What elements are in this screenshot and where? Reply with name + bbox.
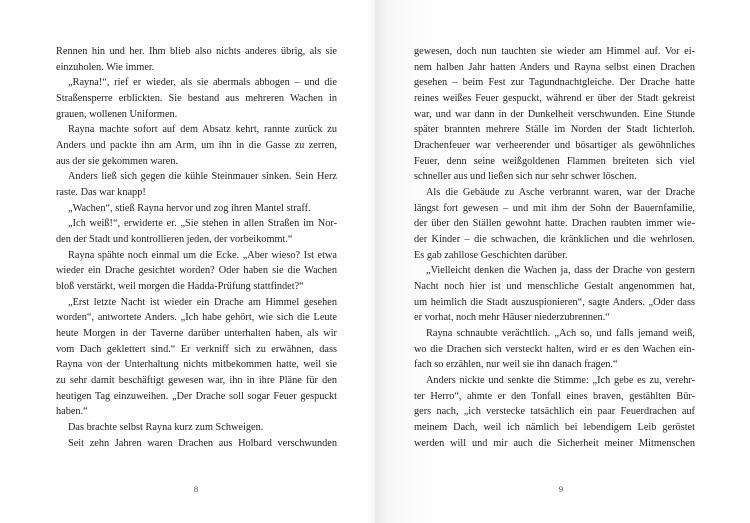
- text-line: Straßensperre erblickten. Sie bestand aus mehreren Wachen in: [56, 93, 337, 105]
- text-line: fach so erzählen, nur weil sie ihn danach fragen.“: [414, 359, 618, 371]
- text-line: zu sehr damit beschäftigt gewesen war, ihn in ihre Pläne für den: [56, 375, 337, 387]
- text-line: war, und war dann in der Dunkelheit verschwunden. Eine Stunde: [414, 108, 695, 120]
- gutter-shadow: [366, 0, 375, 523]
- text-line: heutigen Tag einzuweihen. „Der Drache soll sogar Feuer gespuckt: [56, 390, 337, 402]
- text-line: Rayna spähte noch einmal um die Ecke. „Aber wieso? Ist etwa: [68, 249, 337, 261]
- text-line: gesehen – beim Fest zur Tagundnachtgleiche. Der Drache hatte: [414, 77, 695, 89]
- text-line: Rennen hin und her. Ihm blieb also nichts anderes übrig, als sie: [56, 46, 337, 57]
- text-line: Anders nickte und senkte die Stimme: „Ich gebe es zu, verehr-: [426, 375, 695, 387]
- right-page: [375, 0, 750, 523]
- text-line: Seit zehn Jahren waren Drachen aus Holbard verschwunden: [68, 437, 337, 449]
- text-line: haben.“: [56, 406, 88, 418]
- text-line: später brannten mehrere Ställe im Norden der Stadt lichterloh.: [414, 124, 695, 136]
- text-line: der Kinder – die schwachen, die kränklichen und die wehrlosen.: [414, 234, 695, 246]
- text-line: Rayna von der Unterhaltung nichts mitbekommen hatte, weil sie: [56, 359, 337, 371]
- text-line: einzuholen. Wie immer.: [56, 61, 155, 73]
- text-line: aus der sie gekommen waren.: [56, 155, 179, 167]
- text-line: der über den Ställen gewohnt hatte. Drachen raubten immer wie-: [414, 218, 695, 230]
- right-page-text: [414, 44, 695, 451]
- text-line: gers nach, „ich verstecke tatsächlich ein paar Feuerdrachen auf: [414, 406, 695, 418]
- text-line: worden“, antwortete Anders. „Ich habe gehört, wie sich die Leute: [56, 312, 337, 324]
- text-line: schneller aus und ließen sich nur sehr schwer löschen.: [414, 171, 637, 183]
- text-line: wieder ein Drache gesichtet worden? Oder haben sie die Wachen: [56, 265, 337, 277]
- text-line: grauen, wollenen Uniformen.: [56, 108, 178, 120]
- text-line: „Ich weiß!“, erwiderte er. „Sie stehen in allen Straßen im Nor-: [68, 218, 337, 230]
- text-line: Drachenfeuer war verheerender und bösartiger als gewöhnliches: [414, 140, 695, 152]
- text-line: raste. Das war knapp!: [56, 187, 146, 199]
- text-line: Feuer, denn seine weißgoldenen Flammen breiteten sich viel: [414, 155, 695, 167]
- text-line: Als die Gebäude zu Asche verbrannt waren, war der Drache: [426, 187, 695, 199]
- text-line: „Rayna!“, rief er wieder, als sie abermals abbogen – und die: [68, 77, 337, 89]
- text-line: nem halben Jahr hatten Anders und Rayna selbst einen Drachen: [414, 61, 695, 73]
- text-line: „Erst letzte Nacht ist wieder ein Drache am Himmel gesehen: [68, 296, 337, 308]
- text-line: um heimlich die Stadt auszuspionieren“, sagte Anders. „Oder dass: [414, 296, 695, 308]
- page-number-right: 9: [558, 484, 564, 494]
- text-line: er vorhat, noch mehr Häuser niederzubrennen.“: [414, 312, 610, 324]
- text-line: Es gab zahllose Geschichten darüber.: [414, 249, 568, 261]
- text-line: Rayna schnaubte verächtlich. „Ach so, und falls jemand weiß,: [426, 328, 695, 340]
- text-line: Das brachte selbst Rayna kurz zum Schweigen.: [68, 422, 264, 434]
- text-line: reines weißes Feuer gespuckt, während er über der Stadt gekreist: [414, 93, 695, 105]
- text-line: „Wachen“, stieß Rayna hervor und zog ihren Mantel straff.: [68, 202, 311, 214]
- text-line: Nacht noch hier ist und menschliche Gestalt angenommen hat,: [414, 281, 695, 293]
- text-line: gewesen, doch nun tauchten sie wieder am Himmel auf. Vor ei-: [414, 46, 695, 57]
- text-line: längst fort gewesen – und mit ihm der Sohn der Bauernfamilie,: [414, 202, 695, 214]
- text-line: wo die Drachen sich versteckt halten, wird er es den Wachen ein-: [414, 343, 695, 355]
- text-line: Anders und packte ihn am Arm, um ihn in die Gasse zu zerren,: [56, 140, 337, 152]
- text-line: meinem Dach, weil ich nämlich bei lebendigem Leib geröstet: [414, 422, 695, 434]
- text-line: Anders ließ sich gegen die kühle Steinmauer sinken. Sein Herz: [68, 171, 337, 183]
- text-line: Rayna machte sofort auf dem Absatz kehrt, rannte zurück zu: [68, 124, 337, 136]
- left-page-text: [56, 44, 337, 451]
- text-line: „Vielleicht denken die Wachen ja, dass der Drache von gestern: [426, 265, 695, 277]
- text-line: werden will und mir auch die Sicherheit meiner Mitmenschen: [414, 437, 695, 449]
- page-number-left: 8: [193, 484, 199, 494]
- text-line: den der Stadt und kontrollieren jeden, der vorbeikommt.“: [56, 234, 293, 246]
- text-line: bloß verstärkt, weil morgen die Hadda-Prüfung stattfindet?“: [56, 281, 304, 293]
- text-line: vom Dach geklettert sind.“ Er verkniff sich zu erwähnen, dass: [56, 343, 337, 355]
- text-line: heute Morgen in der Taverne darüber unterhalten haben, als wir: [56, 328, 337, 340]
- text-line: ter Herro“, ahmte er den Tonfall eines braven, gestählten Bür-: [414, 390, 695, 402]
